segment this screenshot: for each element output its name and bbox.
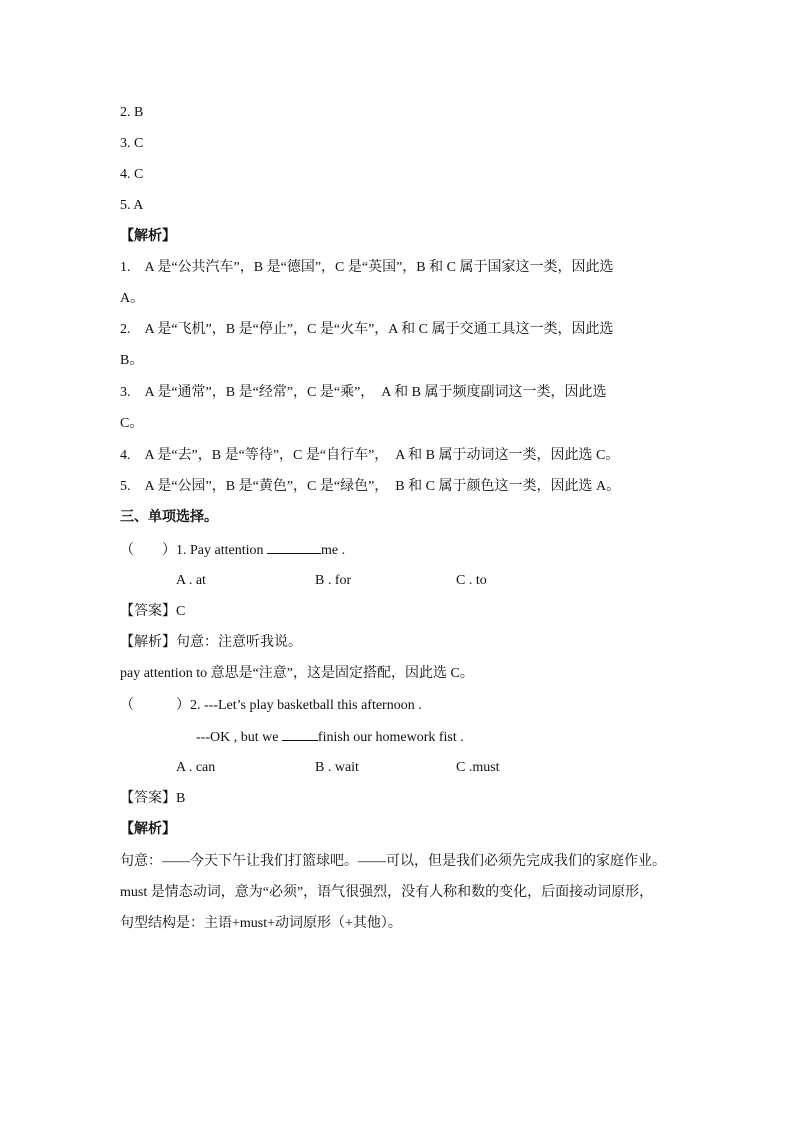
q2-explanation: must 是情态动词，意为“必须”，语气很强烈，没有人称和数的变化，后面接动词原形， <box>120 885 654 900</box>
analysis-line: 2. A 是“飞机”，B 是“停止”，C 是“火车”，A 和 C 属于交通工具这一类，因此选 <box>120 322 614 337</box>
analysis-line: 5. A 是“公园”，B 是“黄色”，C 是“绿色”， B 和 C 属于颜色这一类，因此选 A。 <box>120 479 621 494</box>
analysis-line: 3. A 是“通常”，B 是“经常”，C 是“乘”， A 和 B 属于频度副词这一类，因此选 <box>120 385 607 400</box>
q2-answer: 【答案】B <box>120 791 186 806</box>
analysis-line: A。 <box>120 291 145 306</box>
question-1-prefix: （ ）1. Pay attention <box>120 543 267 558</box>
analysis-line: 4. A 是“去”，B 是“等待”，C 是“自行车”， A 和 B 属于动词这一类，因此选 C。 <box>120 448 620 463</box>
answer-3: 3. C <box>120 136 144 151</box>
q2-analysis-header: 【解析】 <box>120 822 176 837</box>
question-1-suffix: me . <box>321 543 346 558</box>
q1-option-c: C . to <box>456 573 487 588</box>
analysis-line: C。 <box>120 416 144 431</box>
section-title: 三、单项选择。 <box>120 510 218 525</box>
answer-2: 2. B <box>120 105 144 120</box>
analysis-line: B。 <box>120 353 144 368</box>
q1-option-b: B . for <box>315 573 352 588</box>
analysis-line: 1. A 是“公共汽车”，B 是“德国”，C 是“英国”，B 和 C 属于国家这一类，因此选 <box>120 260 614 275</box>
q1-analysis: 【解析】句意：注意听我说。 <box>120 635 302 650</box>
q2-option-c: C .must <box>456 760 500 775</box>
question-1 <box>120 541 345 559</box>
q2-option-a: A . can <box>176 760 216 775</box>
question-2-reply <box>196 728 464 746</box>
q2-explanation: 句意：——今天下午让我们打篮球吧。——可以，但是我们必须先完成我们的家庭作业。 <box>120 854 666 869</box>
answer-4: 4. C <box>120 167 144 182</box>
q1-answer: 【答案】C <box>120 604 186 619</box>
q1-option-a: A . at <box>176 573 206 588</box>
q2-explanation: 句型结构是：主语+must+动词原形（+其他）。 <box>120 916 402 931</box>
question-2-reply-prefix: ---OK , but we <box>196 730 282 745</box>
answer-5: 5. A <box>120 198 144 213</box>
answer-blank <box>282 728 318 741</box>
analysis-header: 【解析】 <box>120 229 176 244</box>
answer-blank <box>267 541 321 554</box>
q1-note: pay attention to 意思是“注意”，这是固定搭配，因此选 C。 <box>120 666 474 681</box>
q2-option-b: B . wait <box>315 760 359 775</box>
question-2-reply-suffix: finish our homework fist . <box>317 730 464 745</box>
question-2: （ ）2. ---Let’s play basketball this afternoon . <box>120 698 422 713</box>
